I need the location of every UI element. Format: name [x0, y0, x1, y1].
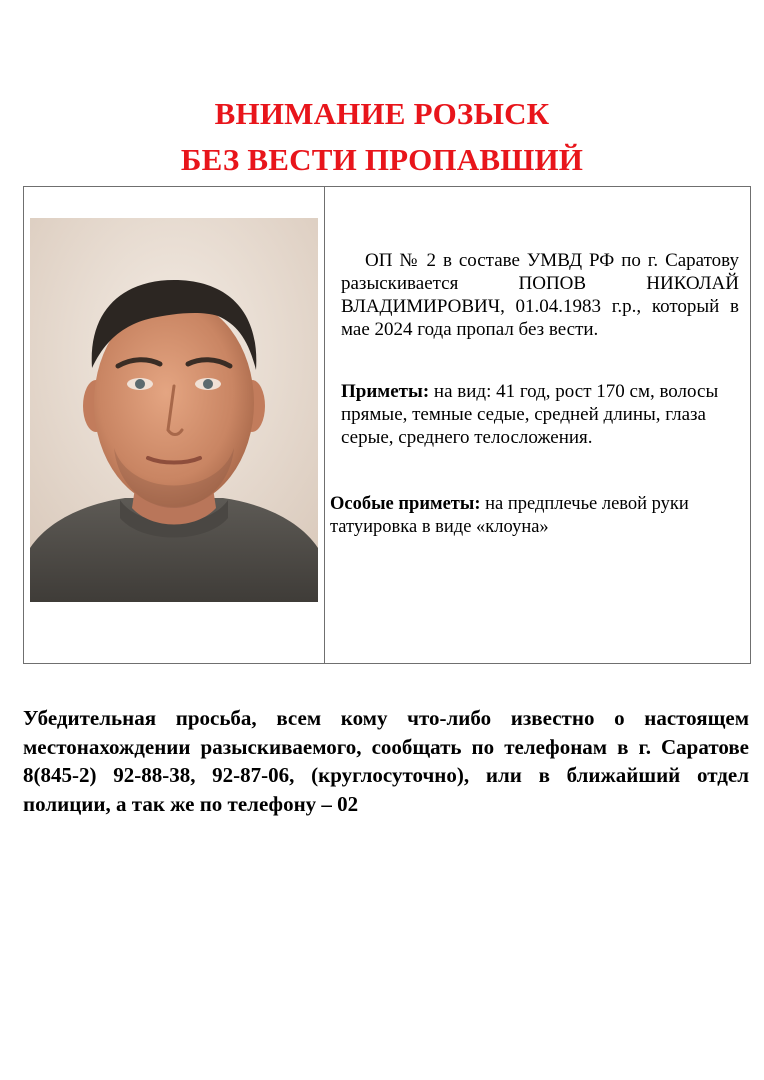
- signs-paragraph: [341, 380, 739, 449]
- notice-subtitle: БЕЗ ВЕСТИ ПРОПАВШИЙ: [180, 142, 584, 177]
- signs-text: на вид: 41 год, рост 170 см, волосы прямые, темные седые, средней длины, глаза серые, среднего телосложения.: [341, 381, 719, 448]
- missing-person-photo: [30, 218, 318, 602]
- appeal-paragraph: Убедительная просьба, всем кому что-либо известно о настоящем местонахождении разыскиваемого, сообщать по телефонам в г. Саратове 8(845-2) 92-88-38, 92-87-06, (круглосуточно), или в ближайший отдел полиции, а так же по телефону – 02: [23, 706, 749, 816]
- table-divider: [324, 187, 325, 663]
- intro-paragraph: [341, 249, 739, 341]
- signs-label: Приметы:: [341, 381, 430, 402]
- intro-text: ОП № 2 в составе УМВД РФ по г. Саратову разыскивается ПОПОВ НИКОЛАЙ ВЛАДИМИРОВИЧ, 01.04.1983 г.р., который в мае 2024 года пропал без вести.: [341, 250, 739, 340]
- special-signs-text: на предплечье левой руки татуировка в виде «клоуна»: [330, 494, 689, 537]
- notice-title: ВНИМАНИЕ РОЗЫСК: [214, 96, 550, 131]
- special-signs-label: Особые приметы:: [330, 494, 481, 514]
- info-table: [23, 186, 751, 664]
- special-signs-paragraph: [330, 493, 748, 539]
